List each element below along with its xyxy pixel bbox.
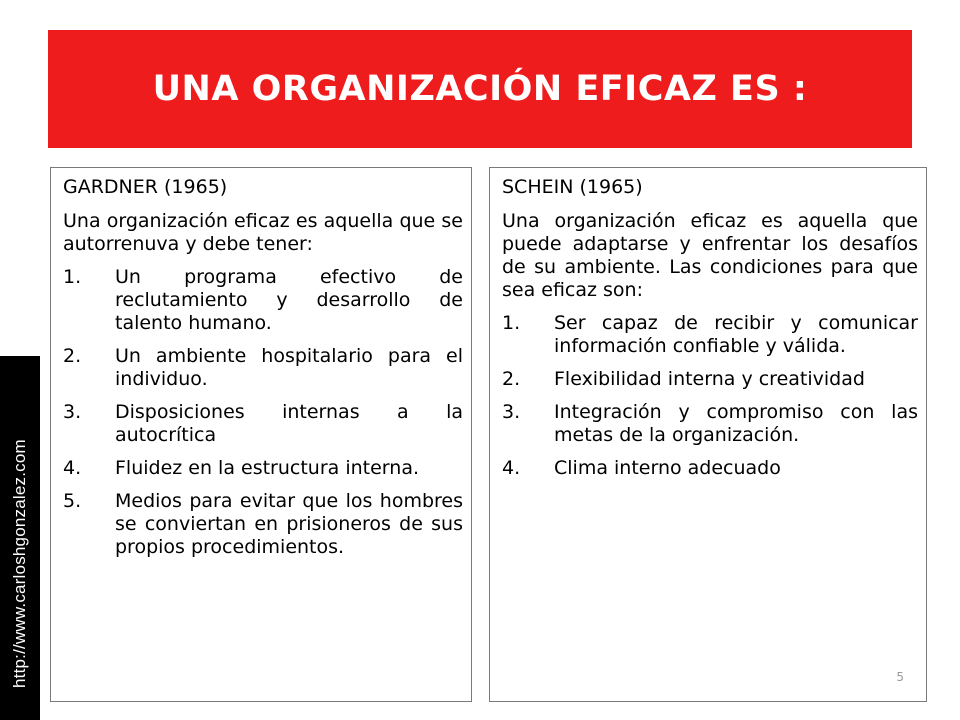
list-item-text: Integración y compromiso con las metas de la organización. (554, 401, 918, 446)
list-item (63, 490, 463, 559)
list-item-text: Ser capaz de recibir y comunicar información confiable y válida. (554, 312, 918, 357)
list-item-text: Un programa efectivo de reclutamiento y desarrollo de talento humano. (115, 266, 463, 334)
list-item-number: 4. (502, 457, 521, 479)
list-item-number: 3. (63, 401, 82, 423)
schein-column (489, 167, 927, 702)
list-item (63, 266, 463, 335)
schein-heading: SCHEIN (1965) (502, 176, 643, 198)
slide-title: UNA ORGANIZACIÓN EFICAZ ES : (152, 69, 808, 109)
gardner-heading: GARDNER (1965) (63, 176, 228, 198)
schein-intro: Una organización eficaz es aquella que puede adaptarse y enfrentar los desafíos de su ambiente. Las condiciones para que sea eficaz son: (502, 210, 918, 301)
title-banner (48, 30, 912, 148)
list-item-text: Fluidez en la estructura interna. (115, 457, 420, 479)
website-sidebar (0, 356, 40, 720)
gardner-column (50, 167, 472, 702)
list-item-text: Clima interno adecuado (554, 457, 781, 479)
list-item (502, 401, 918, 447)
list-item-number: 1. (502, 312, 521, 334)
list-item (502, 312, 918, 358)
list-item-number: 2. (63, 345, 82, 367)
list-item-text: Flexibilidad interna y creatividad (554, 368, 865, 390)
list-item (63, 345, 463, 391)
list-item-text: Disposiciones internas a la autocrítica (115, 401, 463, 446)
page-number: 5 (896, 670, 904, 684)
list-item-number: 4. (63, 457, 82, 479)
list-item-number: 1. (63, 266, 82, 288)
list-item (502, 457, 918, 480)
list-item-text: Medios para evitar que los hombres se conviertan en prisioneros de sus propios procedimientos. (115, 490, 463, 558)
list-item (63, 457, 463, 480)
list-item (502, 368, 918, 391)
gardner-intro: Una organización eficaz es aquella que se autorrenuva y debe tener: (63, 210, 463, 255)
list-item-number: 5. (63, 490, 82, 512)
list-item-text: Un ambiente hospitalario para el individuo. (115, 345, 463, 390)
list-item (63, 401, 463, 447)
gardner-list (63, 266, 463, 559)
list-item-number: 3. (502, 401, 521, 423)
schein-list (502, 312, 918, 480)
website-url: http://www.carloshgonzalez.com (10, 439, 29, 688)
list-item-number: 2. (502, 368, 521, 390)
